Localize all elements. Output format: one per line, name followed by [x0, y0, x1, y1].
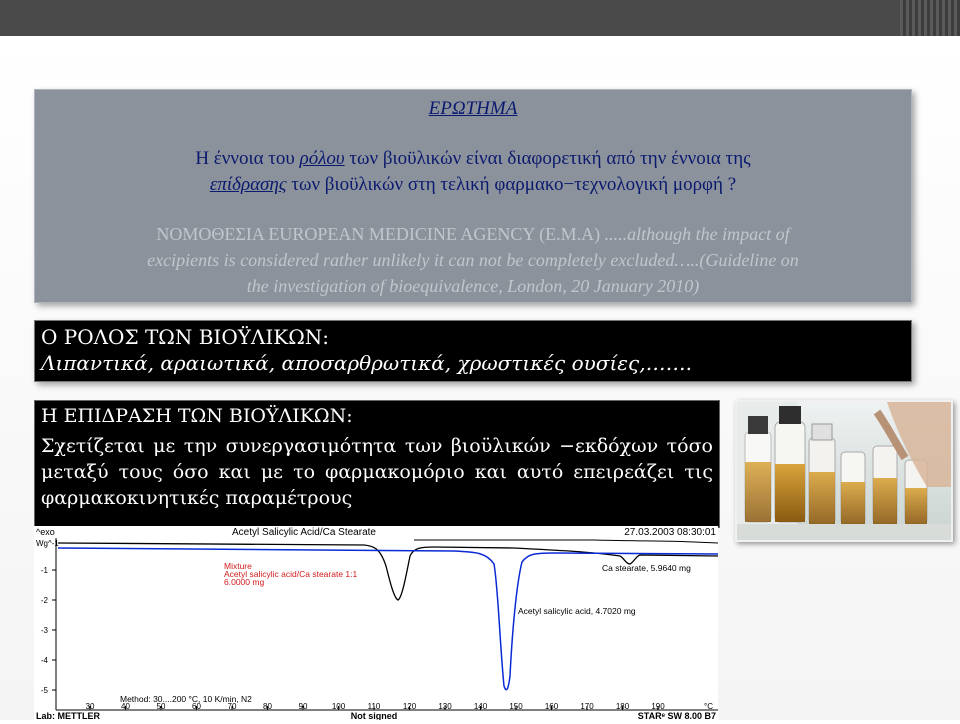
mixture-label: Acetyl salicylic acid/Ca stearate 1:1	[224, 569, 358, 579]
role-box	[34, 320, 912, 382]
y-unit: Wg^-1	[36, 539, 59, 548]
effect-box	[34, 400, 720, 528]
top-bar	[0, 0, 960, 36]
exo-label: ^exo	[36, 527, 55, 537]
question-text: Η έννοια του	[195, 148, 300, 169]
question-text: των βιοϋλικών είναι διαφορετική από την έννοια της	[344, 148, 751, 169]
x-tick-label: 140	[473, 702, 488, 711]
mixture-label: Mixture	[224, 561, 252, 571]
effect-title: Η ΕΠΙΔΡΑΣΗ ΤΩΝ ΒΙΟΫΛΙΚΩΝ:	[41, 405, 353, 427]
legislation-label: ΝΟΜΟΘΕΣΙΑ EUROPEAN MEDICINE AGENCY (E.M.A)	[156, 224, 605, 244]
x-tick-label: 100	[331, 702, 346, 711]
x-tick-label: 90	[298, 702, 308, 711]
dsc-title: Acetyl Salicylic Acid/Ca Stearate	[232, 527, 376, 538]
dsc-thermogram	[34, 526, 718, 720]
question-line-2	[35, 174, 911, 196]
role-word: ρόλου	[299, 148, 345, 169]
role-text: Λιπαντικά, αραιωτικά, αποσαρθρωτικά, χρωστικές ουσίες,…….	[41, 351, 692, 375]
x-tick-label: 40	[121, 702, 130, 711]
question-line-1	[35, 148, 911, 170]
lab-label: Lab: METTLER	[36, 711, 100, 720]
y-tick-label: -4	[40, 656, 48, 665]
legislation-quote-line-3: the investigation of bioequivalence, London, 20 January 2010)	[246, 276, 700, 296]
mixture-label: 6.0000 mg	[224, 577, 265, 587]
x-tick-label: 120	[402, 702, 417, 711]
x-tick-label: 70	[227, 702, 237, 711]
role-title: Ο ΡΟΛΟΣ ΤΩΝ ΒΙΟΫΛΙΚΩΝ:	[41, 325, 330, 349]
x-tick-label: 190	[651, 702, 665, 711]
dsc-date: 27.03.2003 08:30:01	[624, 527, 716, 538]
decorative-stripes	[900, 0, 960, 36]
y-tick-label: -3	[40, 626, 48, 635]
effect-text: Σχετίζεται με την συνεργασιμότητα των βιοϋλικών −εκδόχων τόσο μεταξύ τους όσο και με το φαρμακομόριο και αυτό επειρεάζει τις φαρμακοκινητικές παραμέτρους	[41, 435, 713, 509]
lab-photo-illustration	[737, 402, 951, 540]
x-unit: °C	[704, 702, 713, 711]
x-tick-label: 160	[544, 702, 559, 711]
x-tick-label: 80	[263, 702, 272, 711]
y-tick-label: -2	[40, 596, 48, 605]
question-text: των βιοϋλικών στη τελική φαρμακο−τεχνολογική μορφή ?	[286, 174, 737, 195]
legislation-quote-line-2: excipients is considered rather unlikely it can not be completely excluded…..(Guideline on	[147, 250, 799, 270]
x-tick-label: 110	[367, 702, 381, 711]
legislation-quote: .....although the impact of	[604, 224, 790, 244]
y-tick-label: -5	[40, 686, 48, 695]
x-tick-label: 60	[192, 702, 201, 711]
effect-word: επίδρασης	[209, 174, 287, 195]
y-tick-label: -1	[40, 566, 48, 575]
legislation-line	[35, 224, 911, 245]
x-tick-label: 150	[509, 702, 523, 711]
method-label: Method: 30....200 °C, 10 K/min, N2	[120, 694, 252, 704]
question-box	[34, 89, 912, 303]
signed-label: Not signed	[350, 711, 398, 720]
x-tick-label: 130	[438, 702, 452, 711]
question-title: ΕΡΩΤΗΜΑ	[428, 98, 518, 119]
x-tick-label: 50	[156, 702, 166, 711]
x-tick-label: 30	[85, 702, 95, 711]
asa-label: Acetyl salicylic acid, 4.7020 mg	[518, 606, 636, 616]
ca-stearate-label: Ca stearate, 5.9640 mg	[602, 563, 691, 573]
star-label: STARᵉ SW 8.00 B7	[637, 711, 716, 720]
x-tick-label: 180	[615, 702, 630, 711]
lab-photo	[735, 400, 953, 542]
x-tick-label: 170	[580, 702, 594, 711]
